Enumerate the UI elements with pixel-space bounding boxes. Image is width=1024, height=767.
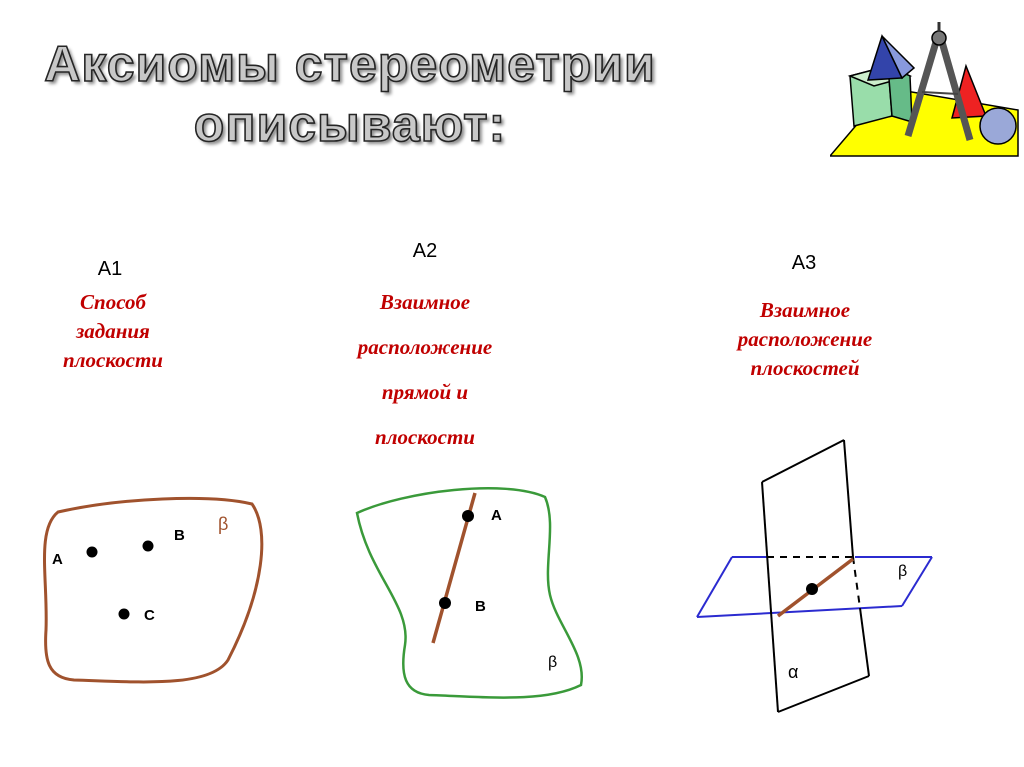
axiom-3-desc-line-3: плоскостей	[750, 356, 860, 380]
geometry-clipart	[830, 18, 1020, 160]
point-label-a: A	[491, 507, 502, 524]
axiom-1-desc-line-2: задания	[76, 319, 150, 343]
axiom-3-description	[680, 296, 930, 383]
axiom-2-desc-line-4: плоскости	[375, 425, 475, 449]
axiom-3-desc-line-1: Взаимное	[759, 298, 851, 322]
point-label-a: A	[52, 551, 63, 568]
plane-alpha-right-hidden	[853, 557, 860, 608]
point-b	[143, 541, 154, 552]
intersection-point	[806, 583, 818, 595]
point-c	[119, 609, 130, 620]
figure-a2-line-plane	[345, 485, 590, 705]
axiom-1-desc-line-3: плоскости	[63, 348, 163, 372]
title-line-2: описывают:	[193, 96, 507, 152]
slide-title	[20, 34, 680, 154]
axiom-2-description	[300, 280, 550, 460]
title-line-1: Аксиомы стереометрии	[44, 36, 656, 92]
figure-a3-two-planes	[692, 438, 942, 720]
axiom-3-desc-line-2: расположение	[737, 327, 873, 351]
point-a	[87, 547, 98, 558]
sphere-icon	[980, 108, 1016, 144]
axiom-2-desc-line-2: расположение	[357, 335, 493, 359]
plane-alpha-right-lower	[860, 608, 869, 676]
point-label-c: C	[144, 607, 155, 624]
axiom-2-number: А2	[412, 240, 438, 262]
axiom-2-desc-line-1: Взаимное	[379, 290, 471, 314]
axiom-1-number: А1	[97, 258, 123, 280]
plane-label-beta: β	[898, 563, 908, 580]
plane-alpha-right-upper	[844, 440, 853, 557]
figure-a1-plane	[30, 490, 270, 690]
plane-alpha-top	[762, 440, 844, 482]
axiom-2-desc-line-3: прямой и	[381, 380, 469, 404]
point-label-b: B	[174, 527, 185, 544]
plane-beta-outline	[45, 498, 262, 681]
plane-label-alpha: α	[788, 662, 799, 682]
point-b	[439, 597, 451, 609]
plane-label-beta: β	[548, 654, 558, 671]
plane-label-beta: β	[218, 514, 229, 534]
axiom-1-desc-line-1: Способ	[80, 290, 146, 314]
axiom-3-number: А3	[791, 252, 817, 274]
point-a	[462, 510, 474, 522]
axiom-1-description	[15, 288, 211, 375]
point-label-b: B	[475, 598, 486, 615]
plane-alpha-left	[762, 482, 778, 712]
